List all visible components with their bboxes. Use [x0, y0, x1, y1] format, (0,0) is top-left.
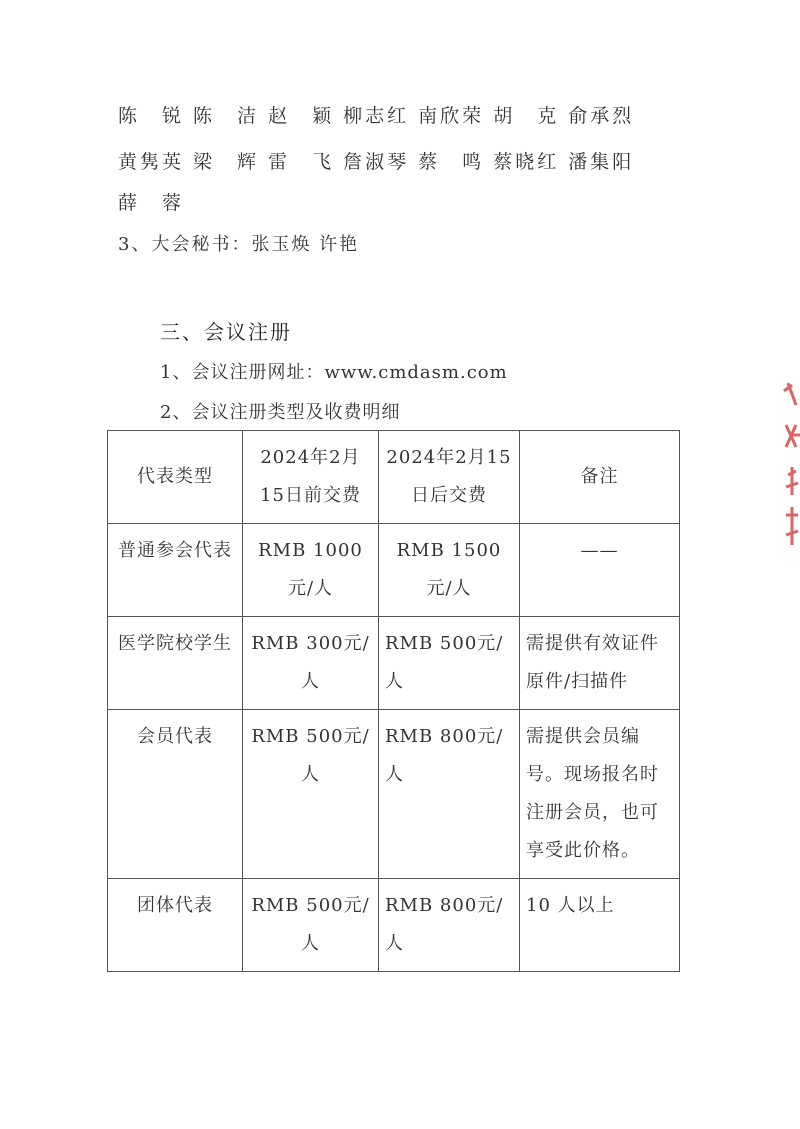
table-row — [108, 879, 680, 972]
conference-secretary: 3、大会秘书：张玉焕 许艳 — [118, 234, 360, 255]
red-seal-edge-mark — [766, 375, 800, 555]
cell-fee-before: RMB 500元/人 — [243, 710, 379, 879]
registration-fee-caption: 2、会议注册类型及收费明细 — [160, 402, 401, 423]
registration-fee-table — [107, 430, 680, 972]
table-row — [108, 710, 680, 879]
cell-delegate-type: 普通参会代表 — [108, 524, 243, 617]
table-row — [108, 617, 680, 710]
cell-fee-before: RMB 1000元/人 — [243, 524, 379, 617]
cell-remark: —— — [520, 524, 680, 617]
header-fee-after-deadline: 2024年2月15日后交费 — [379, 431, 520, 524]
cell-fee-after: RMB 500元/人 — [379, 617, 520, 710]
committee-names-line-3: 薛 蓉 — [118, 192, 185, 214]
cell-remark: 10 人以上 — [520, 879, 680, 972]
table-row — [108, 524, 680, 617]
cell-fee-before: RMB 500元/人 — [243, 879, 379, 972]
cell-fee-after: RMB 1500元/人 — [379, 524, 520, 617]
cell-remark: 需提供会员编号。现场报名时注册会员，也可享受此价格。 — [520, 710, 680, 879]
cell-remark: 需提供有效证件原件/扫描件 — [520, 617, 680, 710]
cell-delegate-type: 医学院校学生 — [108, 617, 243, 710]
header-remarks: 备注 — [520, 431, 680, 524]
cell-fee-before: RMB 300元/人 — [243, 617, 379, 710]
header-delegate-type: 代表类型 — [108, 431, 243, 524]
table-header-row — [108, 431, 680, 524]
section-title-registration: 三、会议注册 — [160, 320, 292, 344]
cell-fee-after: RMB 800元/人 — [379, 710, 520, 879]
header-fee-before-deadline: 2024年2月15日前交费 — [243, 431, 379, 524]
cell-delegate-type: 团体代表 — [108, 879, 243, 972]
seal-fragment-icon — [766, 375, 800, 555]
cell-fee-after: RMB 800元/人 — [379, 879, 520, 972]
registration-url-line: 1、会议注册网址：www.cmdasm.com — [160, 362, 508, 383]
committee-names-line-2: 黄隽英 梁 辉 雷 飞 詹淑琴 蔡 鸣 蔡晓红 潘集阳 — [118, 151, 635, 173]
cell-delegate-type: 会员代表 — [108, 710, 243, 879]
committee-names-line-1: 陈 锐 陈 洁 赵 颖 柳志红 南欣荣 胡 克 俞承烈 — [118, 105, 635, 127]
